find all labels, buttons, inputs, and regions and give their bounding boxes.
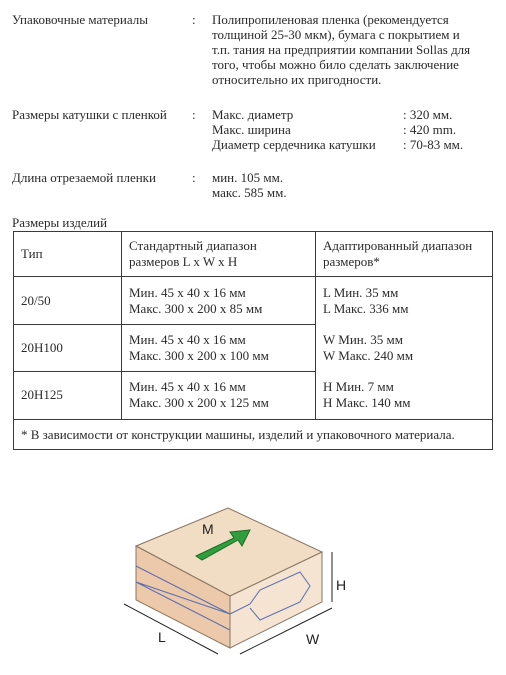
reel-spec-name: Диаметр сердечника катушки: [212, 137, 376, 152]
header-standard: [122, 232, 316, 277]
row-standard-line: Макс. 300 x 200 x 125 мм: [129, 395, 269, 411]
packing-label: Упаковочные материалы: [12, 12, 148, 27]
row-standard: [122, 277, 316, 325]
reel-label: Размеры катушки с пленкой: [12, 107, 167, 122]
row-standard-line: Макс. 300 x 200 x 85 мм: [129, 300, 263, 316]
adapted-line: W Мин. 35 мм: [323, 332, 403, 347]
packing-line: т.п. тания на предприятии компании Sollas для: [212, 42, 471, 57]
header-adapted-line: Адаптированный диапазон: [323, 238, 473, 253]
table-footnote-row: [14, 420, 493, 450]
packing-colon: :: [192, 12, 196, 27]
reel-spec-value: : 420 mm.: [403, 122, 457, 137]
adapted-line: W Макс. 240 мм: [323, 348, 414, 363]
table-title: Размеры изделий: [12, 215, 108, 230]
header-adapted: [316, 232, 493, 277]
row-standard: [122, 325, 316, 371]
adapted-line: L Макс. 336 мм: [323, 301, 409, 316]
dim-label-h: H: [336, 577, 347, 593]
reel-spec-value: : 320 мм.: [403, 107, 453, 122]
packing-line: относительно их пригодности.: [212, 72, 382, 87]
dim-label-l: L: [158, 629, 166, 645]
row-standard-line: Мин. 45 x 40 x 16 мм: [129, 331, 246, 347]
reel-colon: :: [192, 107, 196, 122]
row-type: 20H100: [14, 325, 122, 371]
header-standard-line: Стандартный диапазон: [129, 238, 257, 253]
table-row: [14, 277, 493, 325]
cut-label: Длина отрезаемой пленки: [12, 170, 156, 185]
row-standard-line: Мин. 45 x 40 x 16 мм: [129, 379, 246, 395]
cut-colon: :: [192, 170, 196, 185]
cut-value: [212, 170, 287, 200]
box-diagram-svg: [110, 490, 370, 670]
header-type: Тип: [14, 232, 122, 277]
arrow-label: M: [202, 521, 214, 537]
header-adapted-line: размеров*: [323, 254, 380, 269]
packing-line: того, чтобы можно било сделать заключение: [212, 57, 459, 72]
header-standard-line: размеров L x W x H: [129, 254, 238, 269]
adapted-line: H Мин. 7 мм: [323, 379, 394, 394]
box-diagram: [110, 490, 370, 670]
row-standard-line: Макс. 300 x 200 x 100 мм: [129, 347, 269, 363]
packing-value: [212, 12, 470, 87]
cut-min: мин. 105 мм.: [212, 170, 284, 185]
sizes-table: [13, 231, 493, 450]
packing-line: Полипропиленовая пленка (рекомендуется: [212, 12, 449, 27]
dim-label-w: W: [306, 631, 320, 647]
adapted-line: H Макс. 140 мм: [323, 395, 411, 410]
table-header-row: [14, 232, 493, 277]
reel-spec-name: Макс. ширина: [212, 122, 291, 137]
row-standard: [122, 371, 316, 419]
row-type: 20H125: [14, 371, 122, 419]
adapted-line: L Мин. 35 мм: [323, 285, 399, 300]
reel-spec-name: Макс. диаметр: [212, 107, 294, 122]
table-footnote: * В зависимости от конструкции машины, изделий и упаковочного материала.: [14, 420, 493, 450]
reel-spec-value: : 70-83 мм.: [403, 137, 464, 152]
row-type: 20/50: [14, 277, 122, 325]
row-standard-line: Мин. 45 x 40 x 16 мм: [129, 284, 246, 300]
cut-max: макс. 585 мм.: [212, 185, 287, 200]
packing-line: толщиной 25-30 мкм), бумага с покрытием и: [212, 27, 460, 42]
adapted-cell: [316, 277, 493, 420]
